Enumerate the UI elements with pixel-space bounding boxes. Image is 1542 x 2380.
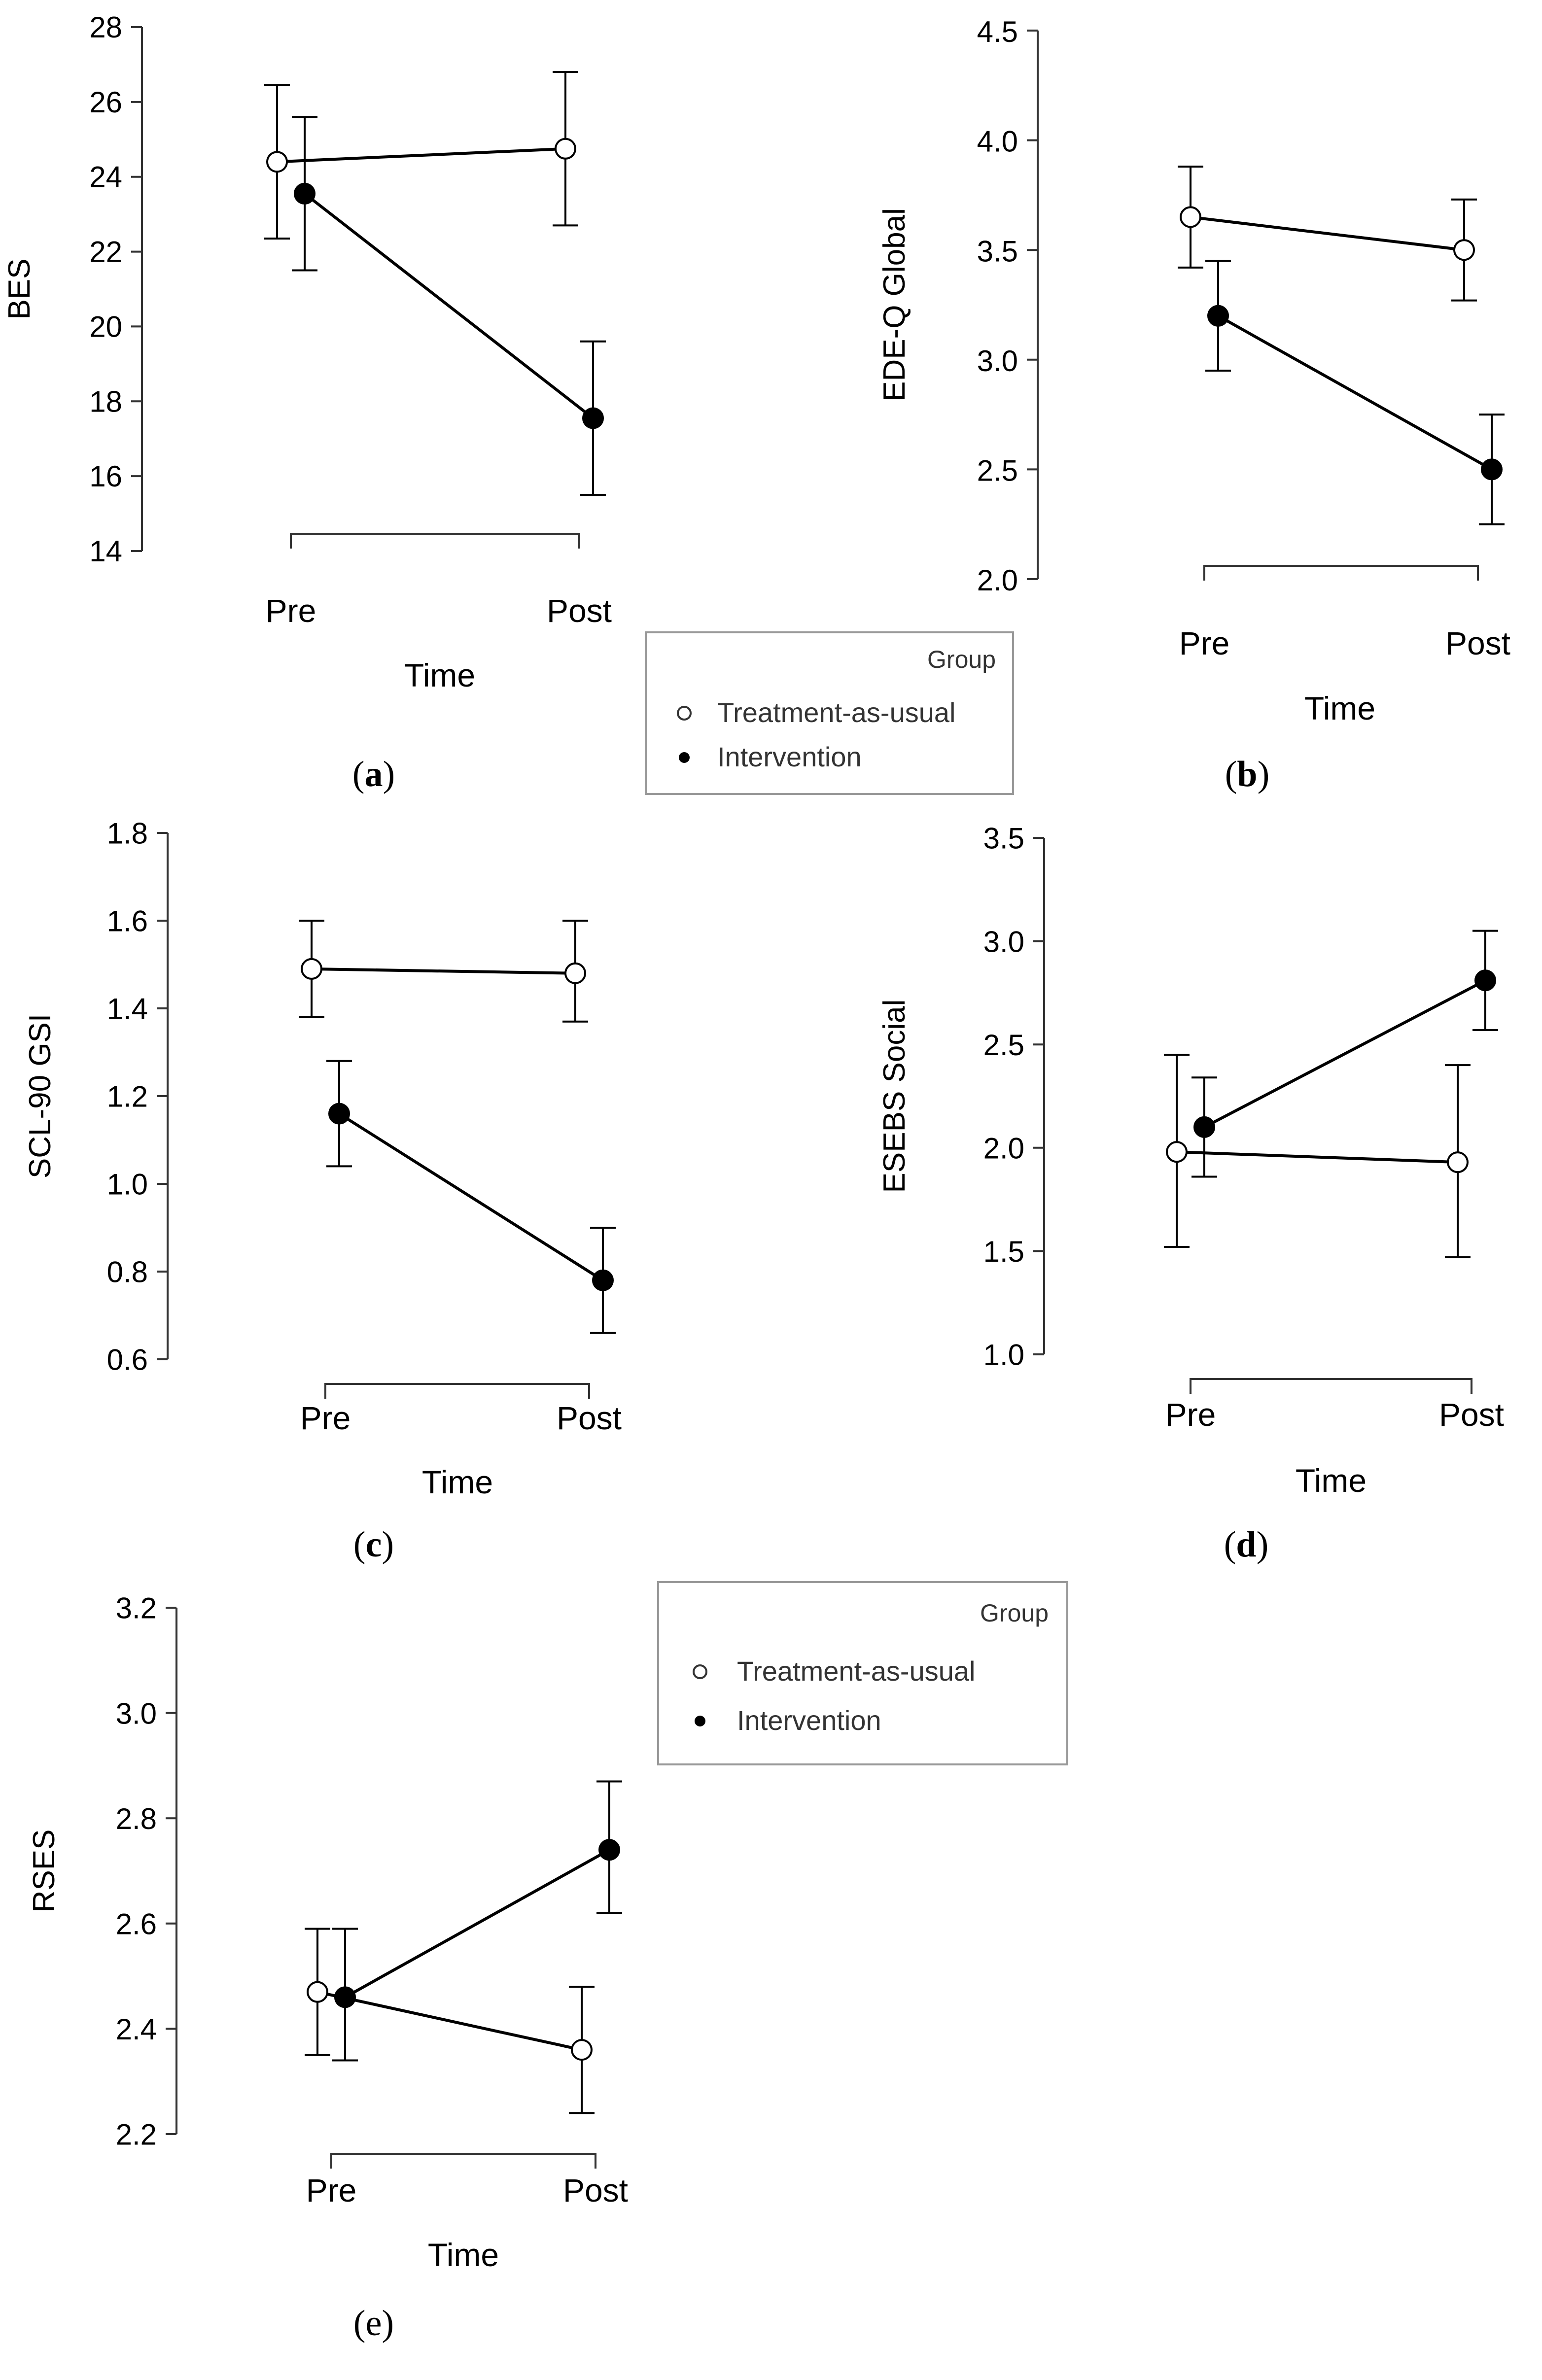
series-line-treatment-as-usual xyxy=(317,1992,582,2050)
chart-panel-a xyxy=(2,11,612,794)
y-axis-label: RSES xyxy=(27,1829,61,1913)
y-tick-label: 14 xyxy=(89,535,122,568)
data-point xyxy=(556,139,575,159)
y-tick-label: 20 xyxy=(89,310,122,344)
x-axis xyxy=(1204,566,1478,581)
x-axis-label: Time xyxy=(421,1464,493,1500)
y-tick-label: 16 xyxy=(89,460,122,493)
x-tick-label: Pre xyxy=(1165,1396,1216,1433)
y-tick-label: 1.0 xyxy=(983,1338,1024,1372)
x-axis xyxy=(1191,1379,1472,1394)
y-tick-label: 3.2 xyxy=(115,1591,157,1625)
y-tick-label: 1.5 xyxy=(983,1235,1024,1269)
legend-item-label: Treatment-as-usual xyxy=(717,697,956,728)
y-tick-label: 4.5 xyxy=(977,15,1018,49)
y-tick-label: 3.5 xyxy=(977,235,1018,268)
x-tick-label: Post xyxy=(562,2172,629,2208)
x-axis-label: Time xyxy=(1304,690,1376,726)
y-tick-label: 18 xyxy=(89,385,122,418)
chart-panel-e xyxy=(27,1592,628,2344)
x-axis xyxy=(325,1384,589,1399)
y-tick-label: 0.6 xyxy=(106,1343,148,1377)
data-point xyxy=(583,408,603,428)
data-point xyxy=(335,1987,355,2007)
y-tick-label: 3.0 xyxy=(977,344,1018,378)
data-point xyxy=(593,1271,613,1290)
y-tick-label: 2.8 xyxy=(115,1802,157,1835)
x-axis xyxy=(291,534,579,549)
y-tick-label: 3.0 xyxy=(115,1697,157,1730)
legend xyxy=(646,632,1013,794)
legend-marker-open xyxy=(694,1665,706,1678)
series-line-treatment-as-usual xyxy=(312,969,575,973)
data-point xyxy=(329,1104,349,1124)
x-tick-label: Pre xyxy=(300,1400,351,1436)
y-tick-label: 22 xyxy=(89,235,122,269)
data-point xyxy=(1194,1117,1214,1137)
y-tick-label: 26 xyxy=(89,85,122,119)
data-point xyxy=(1208,306,1228,326)
y-tick-label: 4.0 xyxy=(977,125,1018,158)
x-axis xyxy=(331,2154,596,2169)
y-tick-label: 2.0 xyxy=(977,564,1018,597)
data-point xyxy=(1448,1152,1468,1172)
legend xyxy=(658,1582,1067,1764)
x-axis-label: Time xyxy=(1295,1462,1367,1499)
panel-caption: (b) xyxy=(1225,754,1270,794)
y-tick-label: 2.5 xyxy=(977,454,1018,487)
series-line-intervention xyxy=(345,1850,609,1997)
x-tick-label: Post xyxy=(546,592,612,629)
series-line-treatment-as-usual xyxy=(1191,217,1464,250)
series-line-treatment-as-usual xyxy=(1177,1152,1458,1162)
data-point xyxy=(565,964,585,983)
legend-marker-filled xyxy=(695,1716,705,1726)
data-point xyxy=(572,2040,592,2060)
data-point xyxy=(599,1840,619,1860)
x-tick-label: Pre xyxy=(306,2172,357,2208)
data-point xyxy=(295,184,315,204)
x-axis-label: Time xyxy=(427,2237,499,2273)
y-tick-label: 24 xyxy=(89,160,122,194)
y-tick-label: 1.0 xyxy=(106,1168,148,1201)
x-axis-label: Time xyxy=(404,657,476,693)
series-line-intervention xyxy=(1204,980,1485,1127)
y-tick-label: 2.6 xyxy=(115,1907,157,1941)
y-tick-label: 2.0 xyxy=(983,1132,1024,1165)
y-tick-label: 28 xyxy=(89,11,122,44)
x-tick-label: Pre xyxy=(265,592,316,629)
data-point xyxy=(1475,970,1495,990)
x-tick-label: Post xyxy=(1438,1396,1505,1433)
legend-item-label: Intervention xyxy=(717,741,862,772)
y-tick-label: 2.4 xyxy=(115,2013,157,2046)
y-tick-label: 1.4 xyxy=(106,992,148,1026)
panel-caption: (a) xyxy=(352,754,395,794)
y-axis-label: EDE-Q Global xyxy=(877,208,911,402)
legend-item-label: Intervention xyxy=(737,1705,881,1736)
y-axis-label: ESEBS Social xyxy=(877,999,911,1193)
data-point xyxy=(1167,1142,1187,1162)
series-line-intervention xyxy=(305,194,593,418)
y-tick-label: 1.2 xyxy=(106,1080,148,1113)
series-line-treatment-as-usual xyxy=(277,149,565,162)
y-axis-label: BES xyxy=(2,258,36,320)
data-point xyxy=(267,152,287,172)
panel-caption: (c) xyxy=(353,1524,394,1565)
y-tick-label: 3.0 xyxy=(983,925,1024,959)
legend-marker-open xyxy=(678,707,691,720)
y-tick-label: 2.2 xyxy=(115,2118,157,2151)
data-point xyxy=(1482,459,1502,479)
y-axis-label: SCL-90 GSI xyxy=(23,1013,57,1179)
series-line-intervention xyxy=(1218,316,1492,470)
x-tick-label: Post xyxy=(1445,625,1511,661)
data-point xyxy=(302,959,321,979)
data-point xyxy=(308,1982,327,2002)
x-tick-label: Pre xyxy=(1179,625,1230,661)
y-tick-label: 2.5 xyxy=(983,1028,1024,1062)
legend-marker-filled xyxy=(679,752,690,763)
y-tick-label: 1.8 xyxy=(106,817,148,850)
y-tick-label: 3.5 xyxy=(983,822,1024,855)
legend-item-label: Treatment-as-usual xyxy=(737,1656,976,1687)
chart-panel-c xyxy=(23,817,622,1565)
data-point xyxy=(1181,207,1200,227)
legend-title: Group xyxy=(980,1599,1049,1627)
chart-panel-d xyxy=(877,822,1504,1565)
data-point xyxy=(1454,240,1474,260)
series-line-intervention xyxy=(339,1114,603,1280)
x-tick-label: Post xyxy=(556,1400,622,1436)
legend-title: Group xyxy=(927,646,996,673)
panel-caption: (d) xyxy=(1224,1524,1269,1565)
panel-caption: (e) xyxy=(353,2303,394,2344)
y-tick-label: 1.6 xyxy=(106,904,148,938)
y-tick-label: 0.8 xyxy=(106,1255,148,1289)
